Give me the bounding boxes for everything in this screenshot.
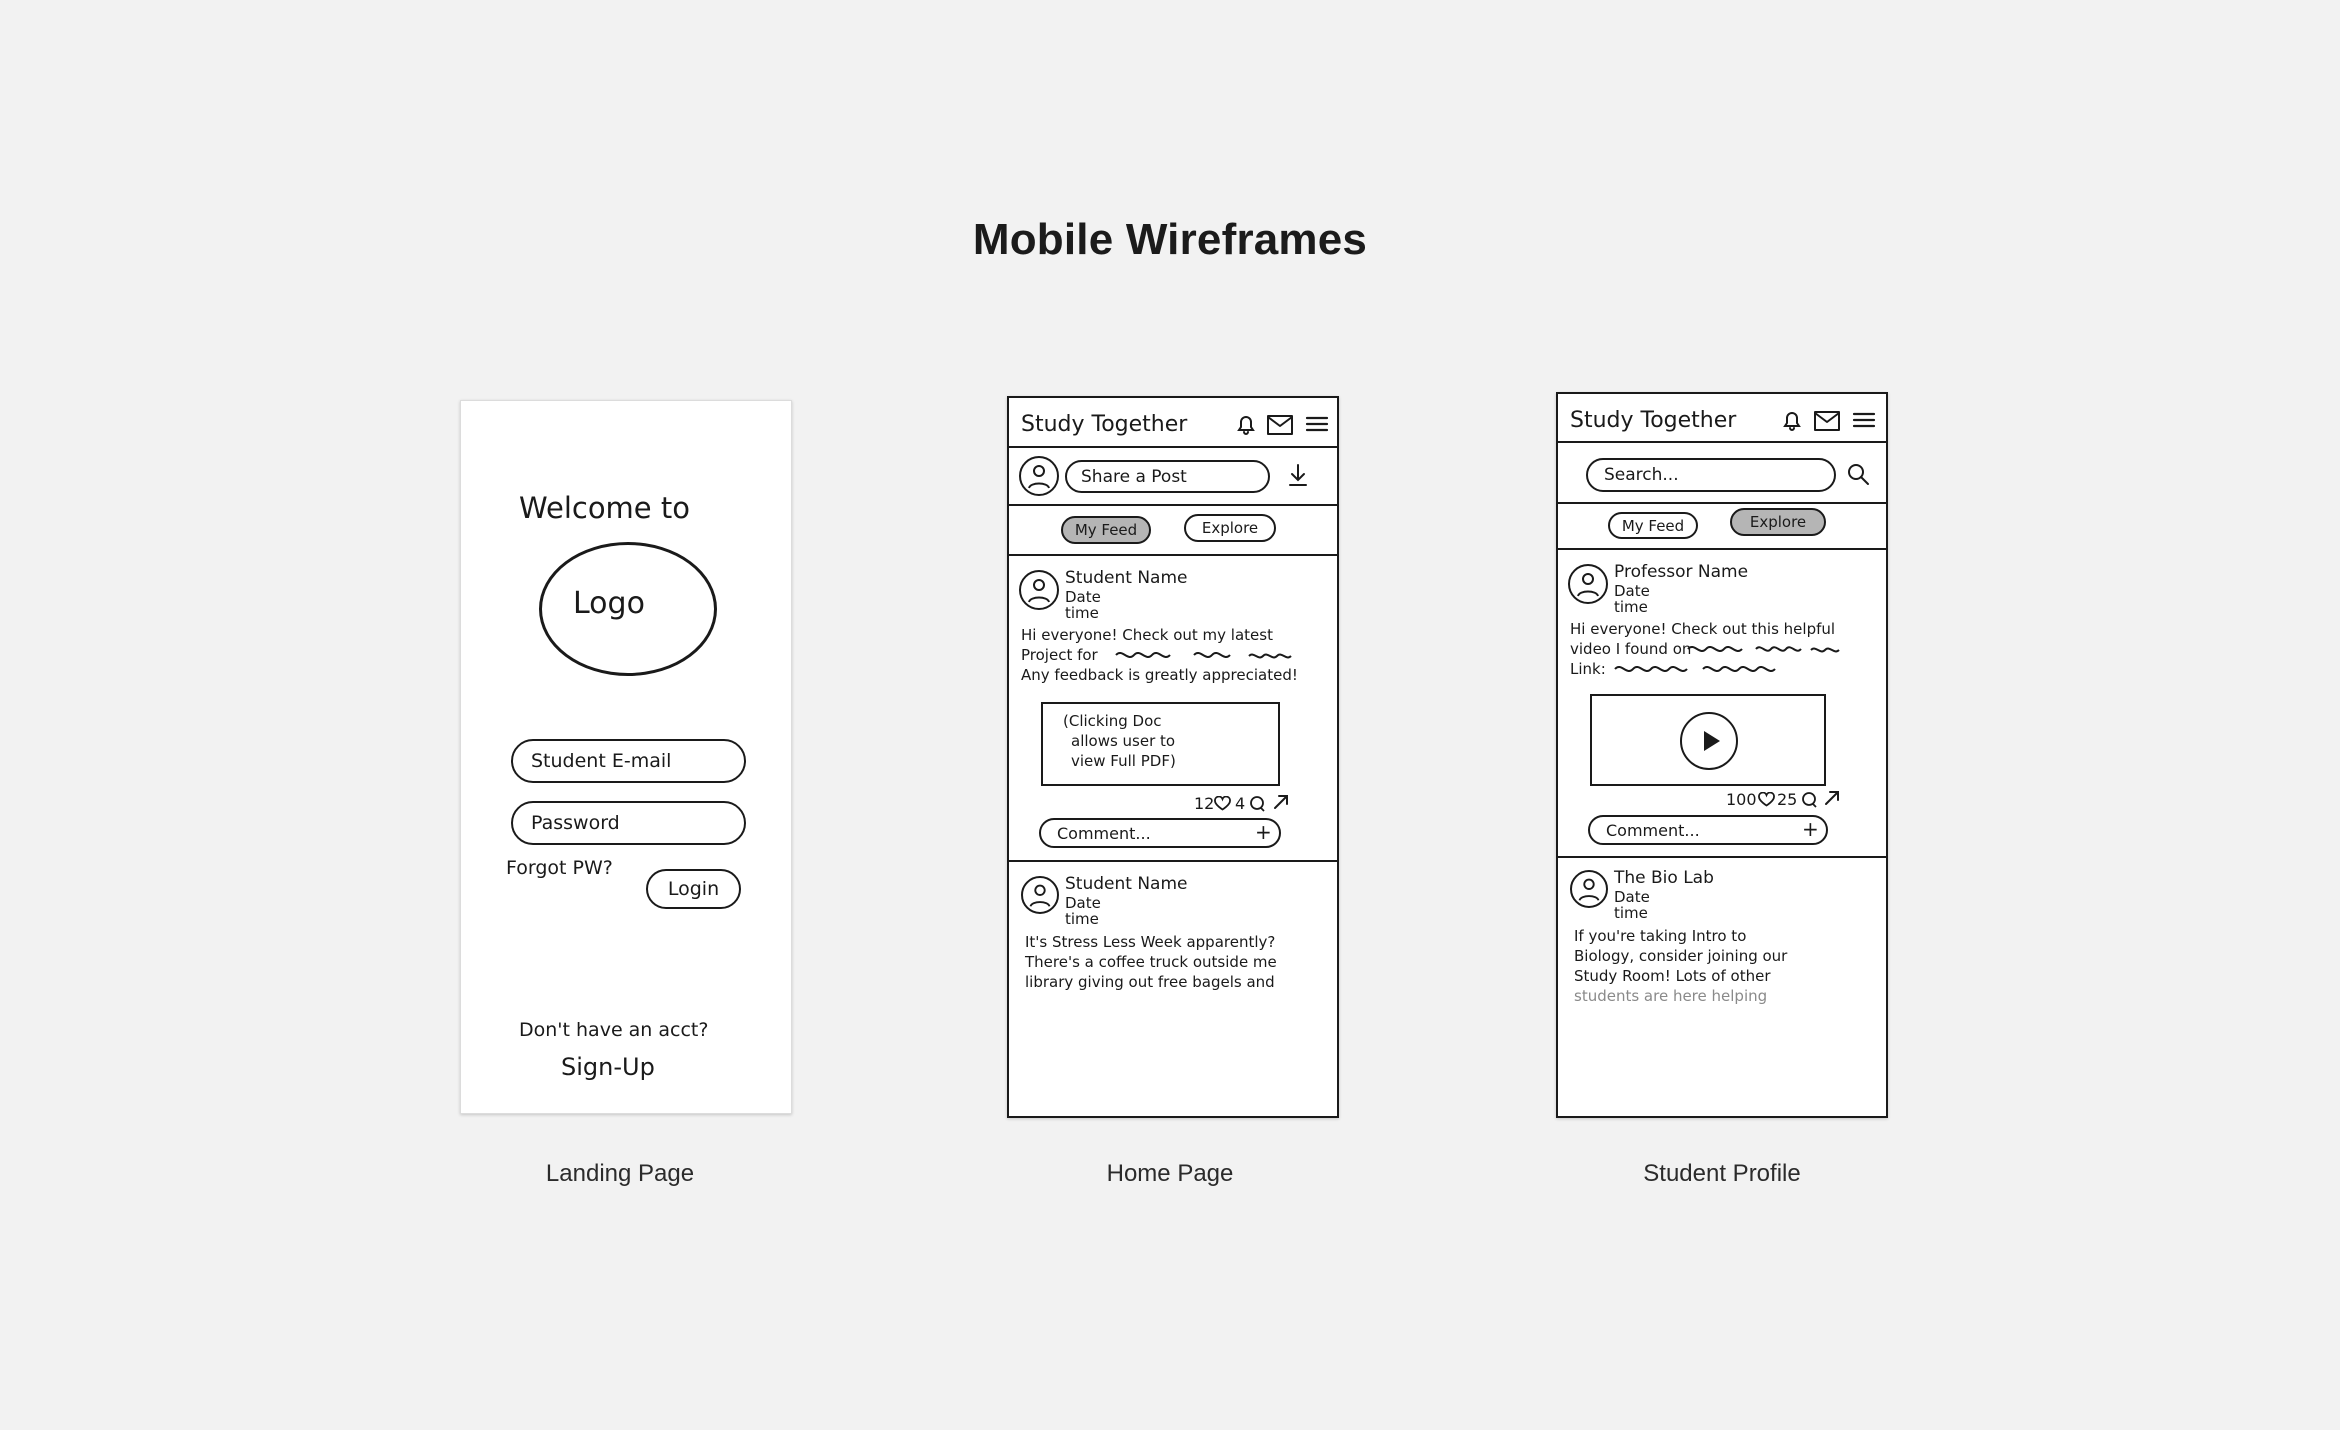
search-placeholder: Search... <box>1604 465 1679 485</box>
search-icon[interactable] <box>1846 462 1870 486</box>
student-email-value: Student E-mail <box>531 750 672 772</box>
post2-author-avatar[interactable] <box>1570 870 1608 908</box>
hamburger-icon[interactable] <box>1852 410 1876 430</box>
post-attachment-doc[interactable] <box>1041 702 1280 786</box>
post-video-media[interactable] <box>1590 694 1826 786</box>
tab-my-feed[interactable] <box>1061 516 1151 544</box>
plus-icon[interactable]: + <box>1802 817 1819 841</box>
search-input[interactable] <box>1586 458 1836 492</box>
redacted-squiggle-1 <box>1114 646 1294 662</box>
frame-landing-page <box>460 400 792 1114</box>
redacted-squiggle-2 <box>1686 640 1851 656</box>
bell-icon[interactable] <box>1234 413 1258 437</box>
post-author-name: Student Name <box>1065 568 1188 588</box>
post2-time: time <box>1614 904 1648 922</box>
post-author-avatar[interactable] <box>1019 570 1059 610</box>
login-button[interactable] <box>646 869 741 909</box>
share-arrow-icon[interactable] <box>1822 788 1842 808</box>
tab-explore[interactable] <box>1184 514 1276 542</box>
post2-author-name: The Bio Lab <box>1614 868 1714 888</box>
caption-landing-page: Landing Page <box>545 1160 695 1187</box>
password-field[interactable] <box>511 801 746 845</box>
redacted-squiggle-3 <box>1613 660 1798 676</box>
header-divider <box>1558 441 1888 443</box>
composer-avatar[interactable] <box>1019 456 1059 496</box>
student-email-field[interactable] <box>511 739 746 783</box>
post2-body-line-4: students are here helping <box>1574 987 1768 1005</box>
post2-body-line-2: Biology, consider joining our <box>1574 947 1788 965</box>
header-divider <box>1009 446 1339 448</box>
post-body-line-1: Hi everyone! Check out my latest <box>1021 626 1273 644</box>
tab-explore-label: Explore <box>1749 513 1807 531</box>
tab-explore[interactable] <box>1730 508 1826 536</box>
tab-my-feed[interactable] <box>1608 512 1698 539</box>
caption-home-page: Home Page <box>1106 1160 1234 1187</box>
post-like-count: 100 <box>1726 790 1757 809</box>
post-body-line-3: Link: <box>1570 660 1606 678</box>
post-like-count: 12 <box>1194 794 1215 813</box>
post2-author-name: Student Name <box>1065 874 1188 894</box>
login-button-label: Login <box>667 878 720 900</box>
post2-date: Date <box>1614 888 1650 906</box>
search-divider <box>1558 502 1888 504</box>
post-author-name: Professor Name <box>1614 562 1749 582</box>
share-post-placeholder: Share a Post <box>1081 466 1187 487</box>
post-comment-count: 4 <box>1235 794 1246 813</box>
comment-input[interactable] <box>1588 815 1828 845</box>
password-value: Password <box>531 812 620 834</box>
page-title: Mobile Wireframes <box>972 215 1368 264</box>
heart-icon[interactable] <box>1214 796 1231 811</box>
attachment-note-line-1: (Clicking Doc <box>1063 712 1162 730</box>
attachment-note-line-3: view Full PDF) <box>1071 752 1176 770</box>
comment-input[interactable] <box>1039 818 1281 848</box>
welcome-text: Welcome to <box>519 491 690 525</box>
post-comment-count: 25 <box>1777 790 1798 809</box>
post2-date: Date <box>1065 894 1101 912</box>
post-time: time <box>1065 604 1099 622</box>
mail-icon[interactable] <box>1267 415 1293 435</box>
frame-home-page <box>1007 396 1339 1118</box>
share-post-input[interactable] <box>1065 460 1270 493</box>
post-divider <box>1009 860 1339 862</box>
attachment-note-line-2: allows user to <box>1071 732 1176 750</box>
bell-icon[interactable] <box>1780 409 1804 433</box>
no-account-text: Don't have an acct? <box>519 1019 709 1041</box>
post-body-line-1: Hi everyone! Check out this helpful <box>1570 620 1836 638</box>
tabs-divider <box>1558 548 1888 550</box>
logo-text: Logo <box>573 586 645 621</box>
share-arrow-icon[interactable] <box>1271 792 1291 812</box>
post2-body-line-2: There's a coffee truck outside me <box>1025 953 1277 971</box>
comment-placeholder: Comment... <box>1057 823 1151 843</box>
post2-body-line-3: library giving out free bagels and <box>1025 973 1275 991</box>
post2-author-avatar[interactable] <box>1021 876 1059 914</box>
tabs-divider <box>1009 554 1339 556</box>
post-divider <box>1558 856 1888 858</box>
download-icon[interactable] <box>1287 463 1309 489</box>
heart-icon[interactable] <box>1758 792 1775 807</box>
play-icon[interactable] <box>1680 712 1738 770</box>
tab-my-feed-label: My Feed <box>1074 521 1138 539</box>
post-date: Date <box>1065 588 1101 606</box>
post2-body-line-1: It's Stress Less Week apparently? <box>1025 933 1276 951</box>
composer-divider <box>1009 504 1339 506</box>
post2-body-line-1: If you're taking Intro to <box>1574 927 1747 945</box>
post-date: Date <box>1614 582 1650 600</box>
post-body-line-2: video I found on <box>1570 640 1692 658</box>
signup-link[interactable]: Sign-Up <box>561 1053 655 1081</box>
profile-app-title: Study Together <box>1570 408 1737 433</box>
tab-explore-label: Explore <box>1201 519 1259 537</box>
mail-icon[interactable] <box>1814 411 1840 431</box>
post-author-avatar[interactable] <box>1568 564 1608 604</box>
frame-student-profile <box>1556 392 1888 1118</box>
post2-time: time <box>1065 910 1099 928</box>
plus-icon[interactable]: + <box>1255 820 1272 844</box>
home-app-title: Study Together <box>1021 412 1188 437</box>
tab-my-feed-label: My Feed <box>1621 516 1685 535</box>
caption-student-profile: Student Profile <box>1643 1160 1801 1187</box>
hamburger-icon[interactable] <box>1305 414 1329 434</box>
post-body-line-3: Any feedback is greatly appreciated! <box>1021 666 1298 684</box>
post2-body-line-3: Study Room! Lots of other <box>1574 967 1771 985</box>
comment-bubble-icon[interactable] <box>1249 796 1265 812</box>
post-body-line-2: Project for <box>1021 646 1098 664</box>
comment-placeholder: Comment... <box>1606 820 1700 840</box>
post-time: time <box>1614 598 1648 616</box>
comment-bubble-icon[interactable] <box>1801 792 1817 808</box>
forgot-password-link[interactable]: Forgot PW? <box>506 857 613 879</box>
